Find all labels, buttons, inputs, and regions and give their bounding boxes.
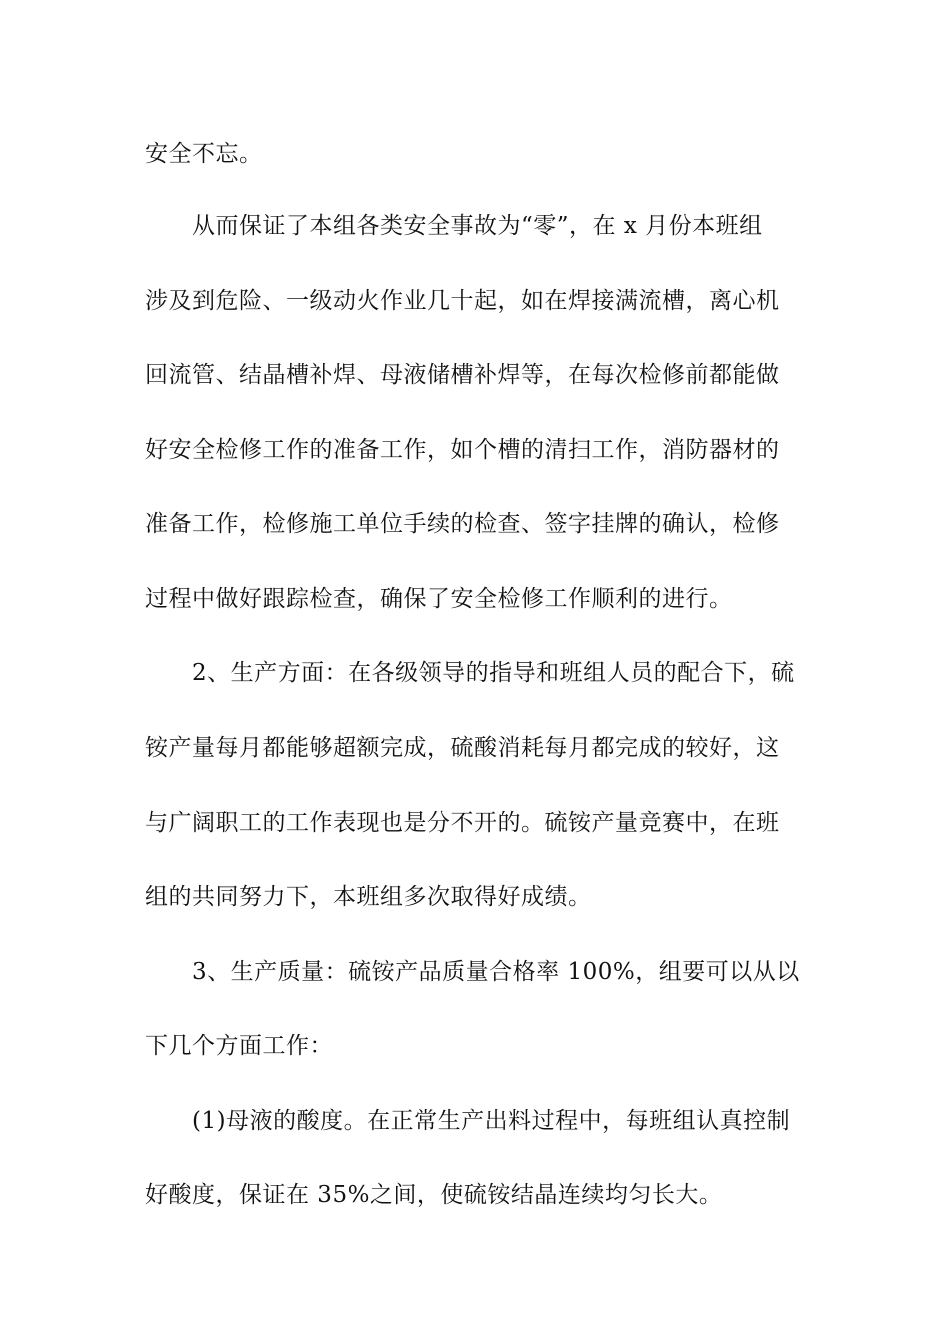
paragraph-start-line: (1)母液的酸度。在正常生产出料过程中，每班组认真控制 — [192, 1108, 791, 1134]
paragraph-start-line: 2、生产方面：在各级领导的指导和班组人员的配合下，硫 — [192, 660, 795, 686]
paragraph-start-line: 从而保证了本组各类安全事故为“零”，在 x 月份本班组 — [192, 213, 763, 239]
text-line: 过程中做好跟踪检查，确保了安全检修工作顺利的进行。 — [145, 586, 733, 612]
text-line: 回流管、结晶槽补焊、母液储槽补焊等，在每次检修前都能做 — [145, 362, 780, 388]
text-line: 涉及到危险、一级动火作业几十起，如在焊接满流槽，离心机 — [145, 288, 780, 314]
text-line: 铵产量每月都能够超额完成，硫酸消耗每月都完成的较好，这 — [145, 735, 780, 761]
text-line: 安全不忘。 — [145, 141, 263, 167]
text-line: 组的共同努力下，本班组多次取得好成绩。 — [145, 884, 592, 910]
text-line: 好安全检修工作的准备工作，如个槽的清扫工作，消防器材的 — [145, 437, 780, 463]
text-line: 好酸度，保证在 35%之间，使硫铵结晶连续均匀长大。 — [145, 1182, 723, 1208]
text-line: 准备工作，检修施工单位手续的检查、签字挂牌的确认，检修 — [145, 511, 780, 537]
text-line: 下几个方面工作： — [145, 1033, 333, 1059]
paragraph-start-line: 3、生产质量：硫铵产品质量合格率 100%，组要可以从以 — [192, 959, 800, 985]
text-line: 与广阔职工的工作表现也是分不开的。硫铵产量竞赛中，在班 — [145, 810, 780, 836]
